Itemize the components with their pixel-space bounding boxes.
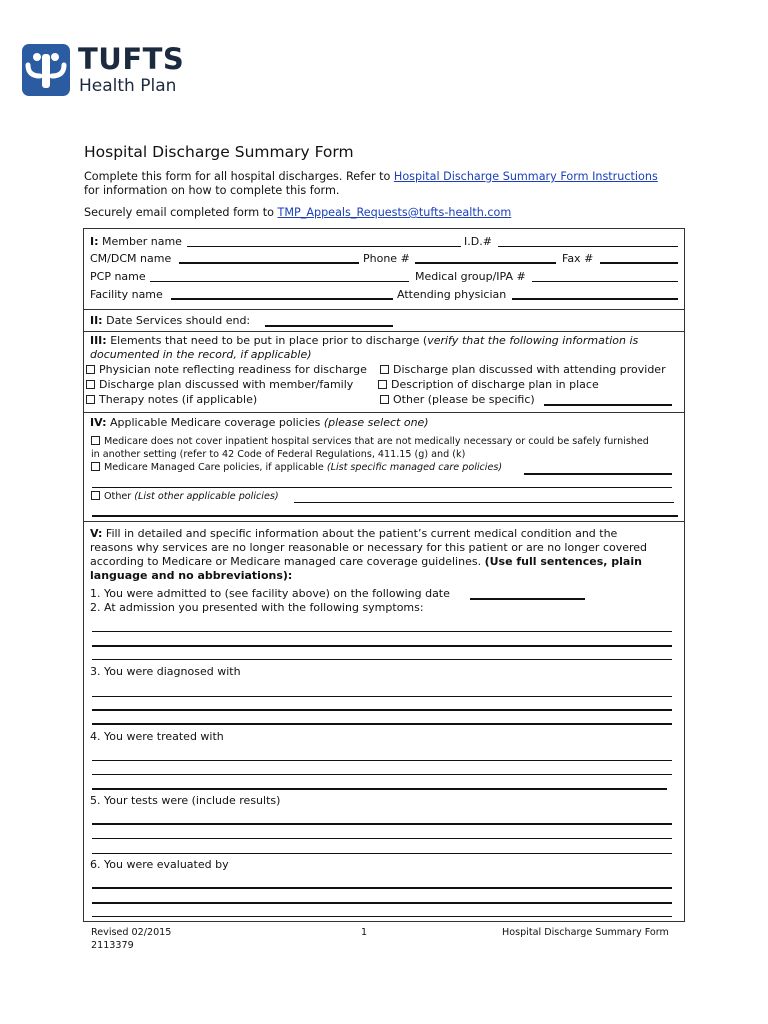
email-prefix: Securely email completed form to <box>84 206 278 219</box>
therapy-notes-option[interactable]: Therapy notes (if applicable) <box>86 393 257 406</box>
discharge-form <box>83 228 685 922</box>
question-5: 5. Your tests were (include results) <box>90 794 281 807</box>
facility-field[interactable] <box>171 298 393 300</box>
pcp-label: PCP name <box>90 270 146 283</box>
divider <box>84 412 684 413</box>
checkbox[interactable] <box>91 462 100 471</box>
section5-p2: reasons why services are no longer reasonable or necessary for this patient or are no longer covered <box>90 541 648 554</box>
section5-p4: language and no abbreviations): <box>90 569 293 582</box>
phone-field[interactable] <box>415 262 556 264</box>
medicare-not-cover-option[interactable]: Medicare does not cover inpatient hospital services that are not medically necessary or could be safely furnished <box>91 436 649 448</box>
pcp-field[interactable] <box>150 281 409 282</box>
physician-note-option[interactable]: Physician note reflecting readiness for discharge <box>86 363 367 376</box>
intro-text: Complete this form for all hospital discharges. Refer to <box>84 170 394 183</box>
footer-title: Hospital Discharge Summary Form <box>502 927 669 938</box>
instructions-link[interactable]: Hospital Discharge Summary Form Instructions <box>393 170 658 183</box>
tufts-logo <box>22 44 192 100</box>
divider <box>84 309 684 310</box>
answer-line[interactable] <box>92 838 672 839</box>
answer-line[interactable] <box>92 696 672 697</box>
admission-date-field[interactable] <box>470 598 585 600</box>
section5-p1: V: Fill in detailed and specific information about the patient’s current medical condition and the <box>90 527 618 540</box>
phone-label: Phone # <box>363 252 410 265</box>
question-2: 2. At admission you presented with the following symptoms: <box>90 601 424 614</box>
facility-label: Facility name <box>90 288 163 301</box>
other-field[interactable] <box>544 404 672 406</box>
attending-field[interactable] <box>512 298 678 300</box>
tufts-figure-icon <box>22 44 70 96</box>
answer-line[interactable] <box>92 853 672 854</box>
cm-dcm-field[interactable] <box>179 262 359 264</box>
logo-subtitle: Health Plan <box>79 76 177 96</box>
date-services-label: II: Date Services should end: <box>90 314 251 327</box>
intro-line2: for information on how to complete this form. <box>84 184 340 197</box>
question-6: 6. You were evaluated by <box>90 858 229 871</box>
email-line <box>84 206 511 220</box>
fax-field[interactable] <box>600 262 678 264</box>
question-1: 1. You were admitted to (see facility above) on the following date <box>90 587 450 600</box>
id-field[interactable] <box>498 246 678 247</box>
medicare-not-cover-cont: in another setting (refer to 42 Code of Federal Regulations, 411.15 (g) and (k) <box>91 449 466 460</box>
checkbox[interactable] <box>378 380 387 389</box>
question-4: 4. You were treated with <box>90 730 224 743</box>
section3-header: III: Elements that need to be put in place prior to discharge (verify that the following information is <box>90 334 639 347</box>
section4-header: IV: Applicable Medicare coverage policies (please select one) <box>90 416 429 429</box>
checkbox[interactable] <box>380 365 389 374</box>
answer-line[interactable] <box>92 902 672 904</box>
medical-group-label: Medical group/IPA # <box>415 270 526 283</box>
other-policy-field[interactable] <box>294 502 674 503</box>
managed-care-field[interactable] <box>524 473 672 475</box>
other-option[interactable]: Other (please be specific) <box>380 393 535 406</box>
fax-label: Fax # <box>562 252 594 265</box>
other-policy-option[interactable]: Other (List other applicable policies) <box>91 491 279 503</box>
answer-line[interactable] <box>92 723 672 725</box>
answer-line[interactable] <box>92 760 672 761</box>
managed-care-line[interactable] <box>92 487 672 488</box>
answer-line[interactable] <box>92 916 672 917</box>
checkbox[interactable] <box>86 365 95 374</box>
cm-dcm-label: CM/DCM name <box>90 252 172 265</box>
medical-group-field[interactable] <box>532 281 678 282</box>
discharge-description-option[interactable]: Description of discharge plan in place <box>378 378 599 391</box>
answer-line[interactable] <box>92 709 672 711</box>
answer-line[interactable] <box>92 887 672 889</box>
attending-label: Attending physician <box>397 288 507 301</box>
divider <box>84 521 684 522</box>
checkbox[interactable] <box>380 395 389 404</box>
checkbox[interactable] <box>86 395 95 404</box>
form-code: 2113379 <box>91 940 134 951</box>
section3-header-cont: documented in the record, if applicable) <box>90 348 312 361</box>
answer-line[interactable] <box>92 823 672 825</box>
answer-line[interactable] <box>92 631 672 632</box>
intro-line1 <box>84 170 658 184</box>
answer-line[interactable] <box>92 788 667 790</box>
checkbox[interactable] <box>91 491 100 500</box>
logo-brand: TUFTS <box>78 42 185 76</box>
managed-care-option[interactable]: Medicare Managed Care policies, if applicable (List specific managed care policies) <box>91 462 502 474</box>
date-services-field[interactable] <box>265 325 393 327</box>
question-3: 3. You were diagnosed with <box>90 665 241 678</box>
page-number: 1 <box>361 927 368 938</box>
answer-line[interactable] <box>92 774 672 775</box>
member-name-label: I: Member name <box>90 235 182 248</box>
answer-line[interactable] <box>92 659 672 660</box>
revision-date: Revised 02/2015 <box>91 927 172 938</box>
checkbox[interactable] <box>91 436 100 445</box>
checkbox[interactable] <box>86 380 95 389</box>
page-title: Hospital Discharge Summary Form <box>84 143 354 161</box>
member-name-field[interactable] <box>187 246 461 247</box>
answer-line[interactable] <box>92 645 672 647</box>
email-link[interactable]: TMP_Appeals_Requests@tufts-health.com <box>277 206 512 219</box>
divider <box>84 331 684 332</box>
id-label: I.D.# <box>464 235 492 248</box>
discharge-attending-option[interactable]: Discharge plan discussed with attending provider <box>380 363 666 376</box>
discharge-family-option[interactable]: Discharge plan discussed with member/family <box>86 378 353 391</box>
other-policy-line[interactable] <box>92 515 678 517</box>
section5-p3: according to Medicare or Medicare managed care coverage guidelines. (Use full sentences, plain <box>90 555 642 568</box>
